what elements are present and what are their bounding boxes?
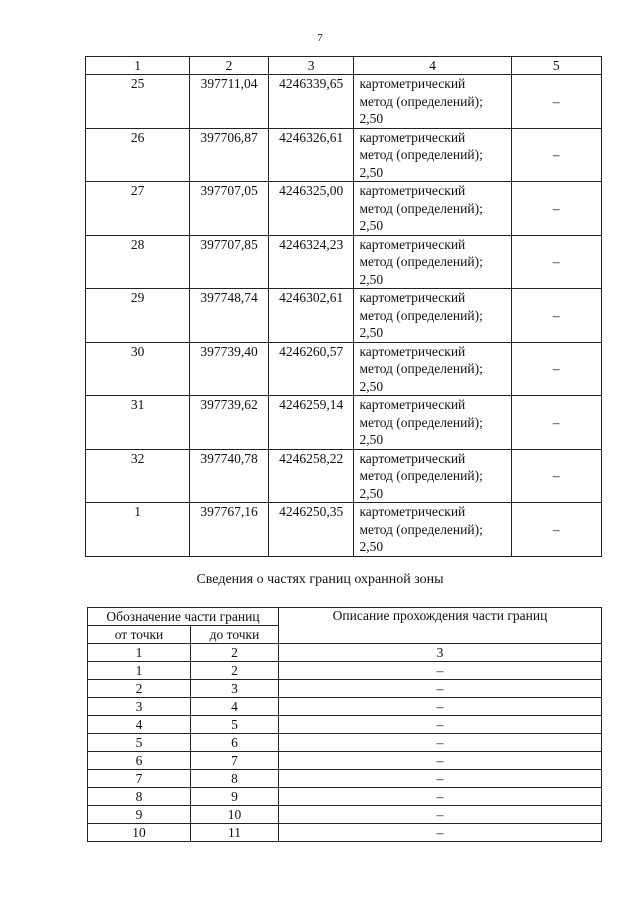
y-coordinate-cell: 4246258,22 bbox=[268, 449, 354, 503]
method-line: картометрический bbox=[359, 290, 466, 305]
method-cell bbox=[354, 182, 511, 236]
point-number-cell: 1 bbox=[86, 503, 190, 557]
header-group: Обозначение части границ bbox=[88, 608, 279, 626]
to-point-cell: 9 bbox=[191, 788, 279, 806]
method-line: метод (определений); bbox=[359, 200, 483, 216]
numbering-3: 3 bbox=[279, 644, 602, 662]
description-cell: – bbox=[279, 752, 602, 770]
from-point-cell: 10 bbox=[88, 824, 191, 842]
point-number-cell: 28 bbox=[86, 235, 190, 289]
coordinates-table-header bbox=[86, 57, 602, 75]
point-number-cell: 30 bbox=[86, 342, 190, 396]
from-point-cell: 9 bbox=[88, 806, 191, 824]
method-line: картометрический bbox=[359, 343, 466, 359]
col-header-4: 4 bbox=[354, 57, 511, 75]
method-line: картометрический bbox=[359, 129, 466, 145]
method-line: 2,50 bbox=[359, 378, 384, 394]
description-cell: – bbox=[279, 788, 602, 806]
table-row bbox=[88, 680, 602, 698]
to-point-cell: 7 bbox=[191, 752, 279, 770]
method-line: метод (определений); bbox=[359, 307, 483, 323]
table-row bbox=[86, 182, 602, 236]
table-row bbox=[88, 824, 602, 842]
header-from-point: от точки bbox=[88, 626, 191, 644]
table-row bbox=[88, 662, 602, 680]
numbering-2: 2 bbox=[191, 644, 279, 662]
method-line: картометрический bbox=[359, 450, 466, 466]
table-row bbox=[86, 75, 602, 129]
from-point-cell: 6 bbox=[88, 752, 191, 770]
to-point-cell: 8 bbox=[191, 770, 279, 788]
x-coordinate-cell: 397739,40 bbox=[190, 342, 269, 396]
description-cell: – bbox=[279, 680, 602, 698]
table-row bbox=[86, 342, 602, 396]
from-point-cell: 4 bbox=[88, 716, 191, 734]
method-line: картометрический bbox=[359, 236, 466, 252]
parts-numbering-row bbox=[88, 644, 602, 662]
point-number-cell: 29 bbox=[86, 289, 190, 343]
table-row bbox=[88, 734, 602, 752]
y-coordinate-cell: 4246339,65 bbox=[268, 75, 354, 129]
table-row bbox=[88, 788, 602, 806]
method-line: метод (определений); bbox=[359, 254, 483, 269]
x-coordinate-cell: 397767,16 bbox=[190, 503, 269, 557]
col-header-2: 2 bbox=[190, 57, 269, 75]
y-coordinate-cell: 4246326,61 bbox=[268, 128, 354, 182]
point-number-cell: 25 bbox=[86, 75, 190, 129]
note-cell: – bbox=[511, 75, 601, 129]
y-coordinate-cell: 4246302,61 bbox=[268, 289, 354, 343]
y-coordinate-cell: 4246325,00 bbox=[268, 182, 354, 236]
table-row bbox=[86, 396, 602, 450]
note-cell: – bbox=[511, 342, 601, 396]
y-coordinate-cell: 4246324,23 bbox=[268, 235, 354, 289]
y-coordinate-cell: 4246260,57 bbox=[268, 342, 354, 396]
method-line: 2,50 bbox=[359, 539, 384, 554]
method-line: 2,50 bbox=[359, 485, 384, 501]
description-cell: – bbox=[279, 662, 602, 680]
table-row bbox=[88, 716, 602, 734]
from-point-cell: 1 bbox=[88, 662, 191, 680]
method-cell bbox=[354, 449, 511, 503]
method-line: метод (определений); bbox=[359, 361, 483, 376]
section-title: Сведения о частях границ охранной зоны bbox=[196, 572, 444, 587]
note-cell: – bbox=[511, 289, 601, 343]
note-cell: – bbox=[511, 128, 601, 182]
point-number-cell: 26 bbox=[86, 128, 190, 182]
x-coordinate-cell: 397707,05 bbox=[190, 182, 269, 236]
method-cell bbox=[354, 289, 511, 343]
col-header-3: 3 bbox=[268, 57, 354, 75]
coordinates-table bbox=[85, 56, 602, 557]
method-cell bbox=[354, 128, 511, 182]
method-line: картометрический bbox=[359, 183, 466, 198]
method-cell bbox=[354, 75, 511, 129]
numbering-1: 1 bbox=[88, 644, 191, 662]
to-point-cell: 5 bbox=[191, 716, 279, 734]
method-line: 2,50 bbox=[359, 164, 384, 180]
table-row bbox=[88, 770, 602, 788]
method-line: метод (определений); bbox=[359, 521, 483, 537]
table-row bbox=[86, 128, 602, 182]
x-coordinate-cell: 397707,85 bbox=[190, 235, 269, 289]
y-coordinate-cell: 4246250,35 bbox=[268, 503, 354, 557]
note-cell: – bbox=[511, 182, 601, 236]
header-description: Описание прохождения части границ bbox=[279, 608, 602, 644]
col-header-1: 1 bbox=[86, 57, 190, 75]
col-header-5: 5 bbox=[511, 57, 601, 75]
page-number: 7 bbox=[317, 32, 323, 44]
method-cell bbox=[354, 396, 511, 450]
to-point-cell: 11 bbox=[191, 824, 279, 842]
x-coordinate-cell: 397748,74 bbox=[190, 289, 269, 343]
x-coordinate-cell: 397706,87 bbox=[190, 128, 269, 182]
method-line: 2,50 bbox=[359, 111, 384, 126]
from-point-cell: 2 bbox=[88, 680, 191, 698]
method-line: 2,50 bbox=[359, 271, 384, 287]
method-line: метод (определений); bbox=[359, 93, 483, 109]
description-cell: – bbox=[279, 770, 602, 788]
boundary-parts-table bbox=[87, 607, 602, 842]
note-cell: – bbox=[511, 503, 601, 557]
method-line: метод (определений); bbox=[359, 147, 483, 162]
x-coordinate-cell: 397711,04 bbox=[190, 75, 269, 129]
table-row bbox=[86, 449, 602, 503]
method-line: метод (определений); bbox=[359, 468, 483, 483]
method-line: 2,50 bbox=[359, 432, 384, 447]
from-point-cell: 7 bbox=[88, 770, 191, 788]
table-row bbox=[86, 235, 602, 289]
description-cell: – bbox=[279, 734, 602, 752]
note-cell: – bbox=[511, 449, 601, 503]
y-coordinate-cell: 4246259,14 bbox=[268, 396, 354, 450]
to-point-cell: 10 bbox=[191, 806, 279, 824]
description-cell: – bbox=[279, 716, 602, 734]
table-row bbox=[88, 698, 602, 716]
table-row bbox=[86, 289, 602, 343]
table-row bbox=[86, 503, 602, 557]
method-line: метод (определений); bbox=[359, 414, 483, 430]
method-line: картометрический bbox=[359, 76, 466, 91]
to-point-cell: 4 bbox=[191, 698, 279, 716]
from-point-cell: 5 bbox=[88, 734, 191, 752]
point-number-cell: 32 bbox=[86, 449, 190, 503]
to-point-cell: 2 bbox=[191, 662, 279, 680]
from-point-cell: 8 bbox=[88, 788, 191, 806]
note-cell: – bbox=[511, 396, 601, 450]
point-number-cell: 31 bbox=[86, 396, 190, 450]
note-cell: – bbox=[511, 235, 601, 289]
table-row bbox=[88, 806, 602, 824]
table-row bbox=[88, 752, 602, 770]
point-number-cell: 27 bbox=[86, 182, 190, 236]
method-line: 2,50 bbox=[359, 218, 384, 233]
method-cell bbox=[354, 503, 511, 557]
description-cell: – bbox=[279, 698, 602, 716]
method-line: картометрический bbox=[359, 397, 466, 412]
from-point-cell: 3 bbox=[88, 698, 191, 716]
parts-header-row-1 bbox=[88, 608, 602, 626]
description-cell: – bbox=[279, 806, 602, 824]
to-point-cell: 3 bbox=[191, 680, 279, 698]
method-line: картометрический bbox=[359, 504, 466, 519]
method-line: 2,50 bbox=[359, 325, 384, 340]
x-coordinate-cell: 397739,62 bbox=[190, 396, 269, 450]
method-cell bbox=[354, 342, 511, 396]
description-cell: – bbox=[279, 824, 602, 842]
to-point-cell: 6 bbox=[191, 734, 279, 752]
x-coordinate-cell: 397740,78 bbox=[190, 449, 269, 503]
header-to-point: до точки bbox=[191, 626, 279, 644]
method-cell bbox=[354, 235, 511, 289]
